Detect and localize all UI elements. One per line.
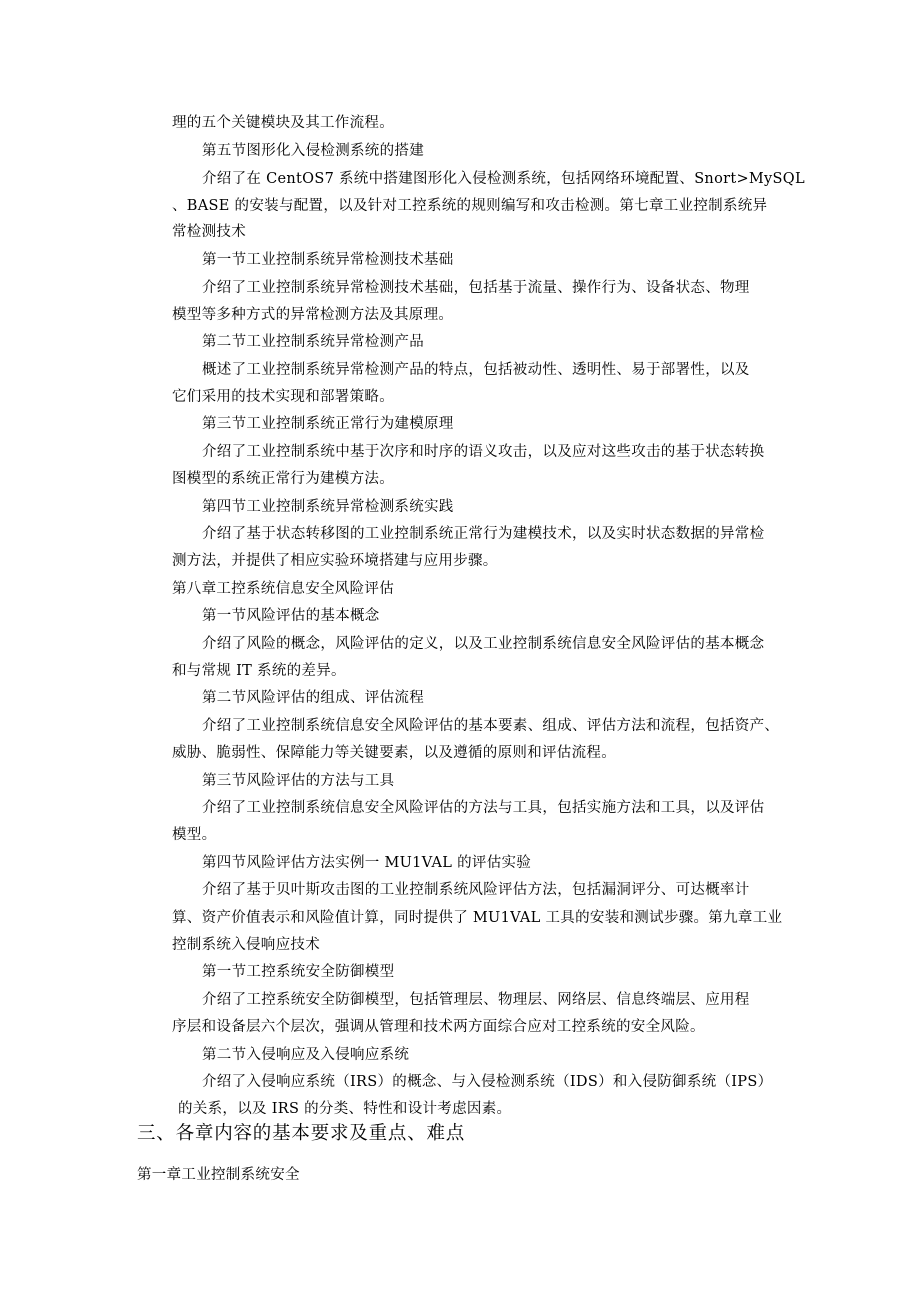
text-line: 、BASE 的安装与配置，以及针对工控系统的规则编写和攻击检测。第七章工业控制系统异 (172, 198, 768, 214)
section-title: 第二节入侵响应及入侵响应系统 (202, 1047, 410, 1063)
text-line: 介绍了工业控制系统信息安全风险评估的方法与工具，包括实施方法和工具，以及评估 (202, 800, 765, 816)
text-line: 模型。 (172, 827, 217, 843)
text-line: 介绍了基于状态转移图的工业控制系统正常行为建模技术，以及实时状态数据的异常检 (202, 526, 765, 542)
text-line: 介绍了工业控制系统信息安全风险评估的基本要素、组成、评估方法和流程，包括资产、 (202, 718, 780, 734)
text-line: 介绍了工业控制系统中基于次序和时序的语义攻击，以及应对这些攻击的基于状态转换 (202, 444, 765, 460)
section-title: 第一节工业控制系统异常检测技术基础 (202, 252, 454, 268)
section-title: 第五节图形化入侵检测系统的搭建 (202, 143, 424, 159)
chapter-title: 第八章工控系统信息安全风险评估 (172, 581, 394, 597)
chapter-title: 第一章工业控制系统安全 (137, 1167, 300, 1183)
text-line: 图模型的系统正常行为建模方法。 (172, 471, 394, 487)
section-title: 第一节工控系统安全防御模型 (202, 964, 395, 980)
text-line: 理的五个关键模块及其工作流程。 (172, 115, 394, 131)
text-line: 介绍了工业控制系统异常检测技术基础，包括基于流量、操作行为、设备状态、物理 (202, 280, 750, 296)
section-title: 第一节风险评估的基本概念 (202, 608, 380, 624)
section-heading: 三、各章内容的基本要求及重点、难点 (137, 1123, 466, 1144)
text-line: 介绍了风险的概念，风险评估的定义，以及工业控制系统信息安全风险评估的基本概念 (202, 636, 765, 652)
section-title: 第四节风险评估方法实例一 MU1VAL 的评估实验 (202, 855, 532, 871)
text-line: 介绍了工控系统安全防御模型，包括管理层、物理层、网络层、信息终端层、应用程 (202, 992, 750, 1008)
text-line: 和与常规 IT 系统的差异。 (172, 663, 346, 679)
text-line: 测方法，并提供了相应实验环境搭建与应用步骤。 (172, 553, 498, 569)
text-line: 算、资产价值表示和风险值计算，同时提供了 MU1VAL 工具的安装和测试步骤。第九章工业 (172, 910, 783, 926)
section-title: 第三节工业控制系统正常行为建模原理 (202, 416, 454, 432)
text-line: 序层和设备层六个层次，强调从管理和技术两方面综合应对工控系统的安全风险。 (172, 1019, 705, 1035)
text-line: 常检测技术 (172, 224, 246, 240)
section-title: 第二节风险评估的组成、评估流程 (202, 690, 424, 706)
text-line: 控制系统入侵响应技术 (172, 937, 320, 953)
section-title: 第三节风险评估的方法与工具 (202, 773, 395, 789)
text-line: 的关系，以及 IRS 的分类、特性和设计考虑因素。 (178, 1101, 512, 1117)
text-line: 介绍了入侵响应系统（IRS）的概念、与入侵检测系统（IDS）和入侵防御系统（IPS） (202, 1074, 773, 1090)
section-title: 第四节工业控制系统异常检测系统实践 (202, 499, 454, 515)
text-line: 介绍了在 CentOS7 系统中搭建图形化入侵检测系统，包括网络环境配置、Snort>MySQL (202, 171, 805, 187)
text-line: 它们采用的技术实现和部署策略。 (172, 389, 394, 405)
text-line: 介绍了基于贝叶斯攻击图的工业控制系统风险评估方法，包括漏洞评分、可达概率计 (202, 882, 750, 898)
section-title: 第二节工业控制系统异常检测产品 (202, 334, 424, 350)
text-line: 概述了工业控制系统异常检测产品的特点，包括被动性、透明性、易于部署性，以及 (202, 362, 750, 378)
text-line: 模型等多种方式的异常检测方法及其原理。 (172, 307, 454, 323)
text-line: 威胁、脆弱性、保障能力等关键要素，以及遵循的原则和评估流程。 (172, 745, 616, 761)
